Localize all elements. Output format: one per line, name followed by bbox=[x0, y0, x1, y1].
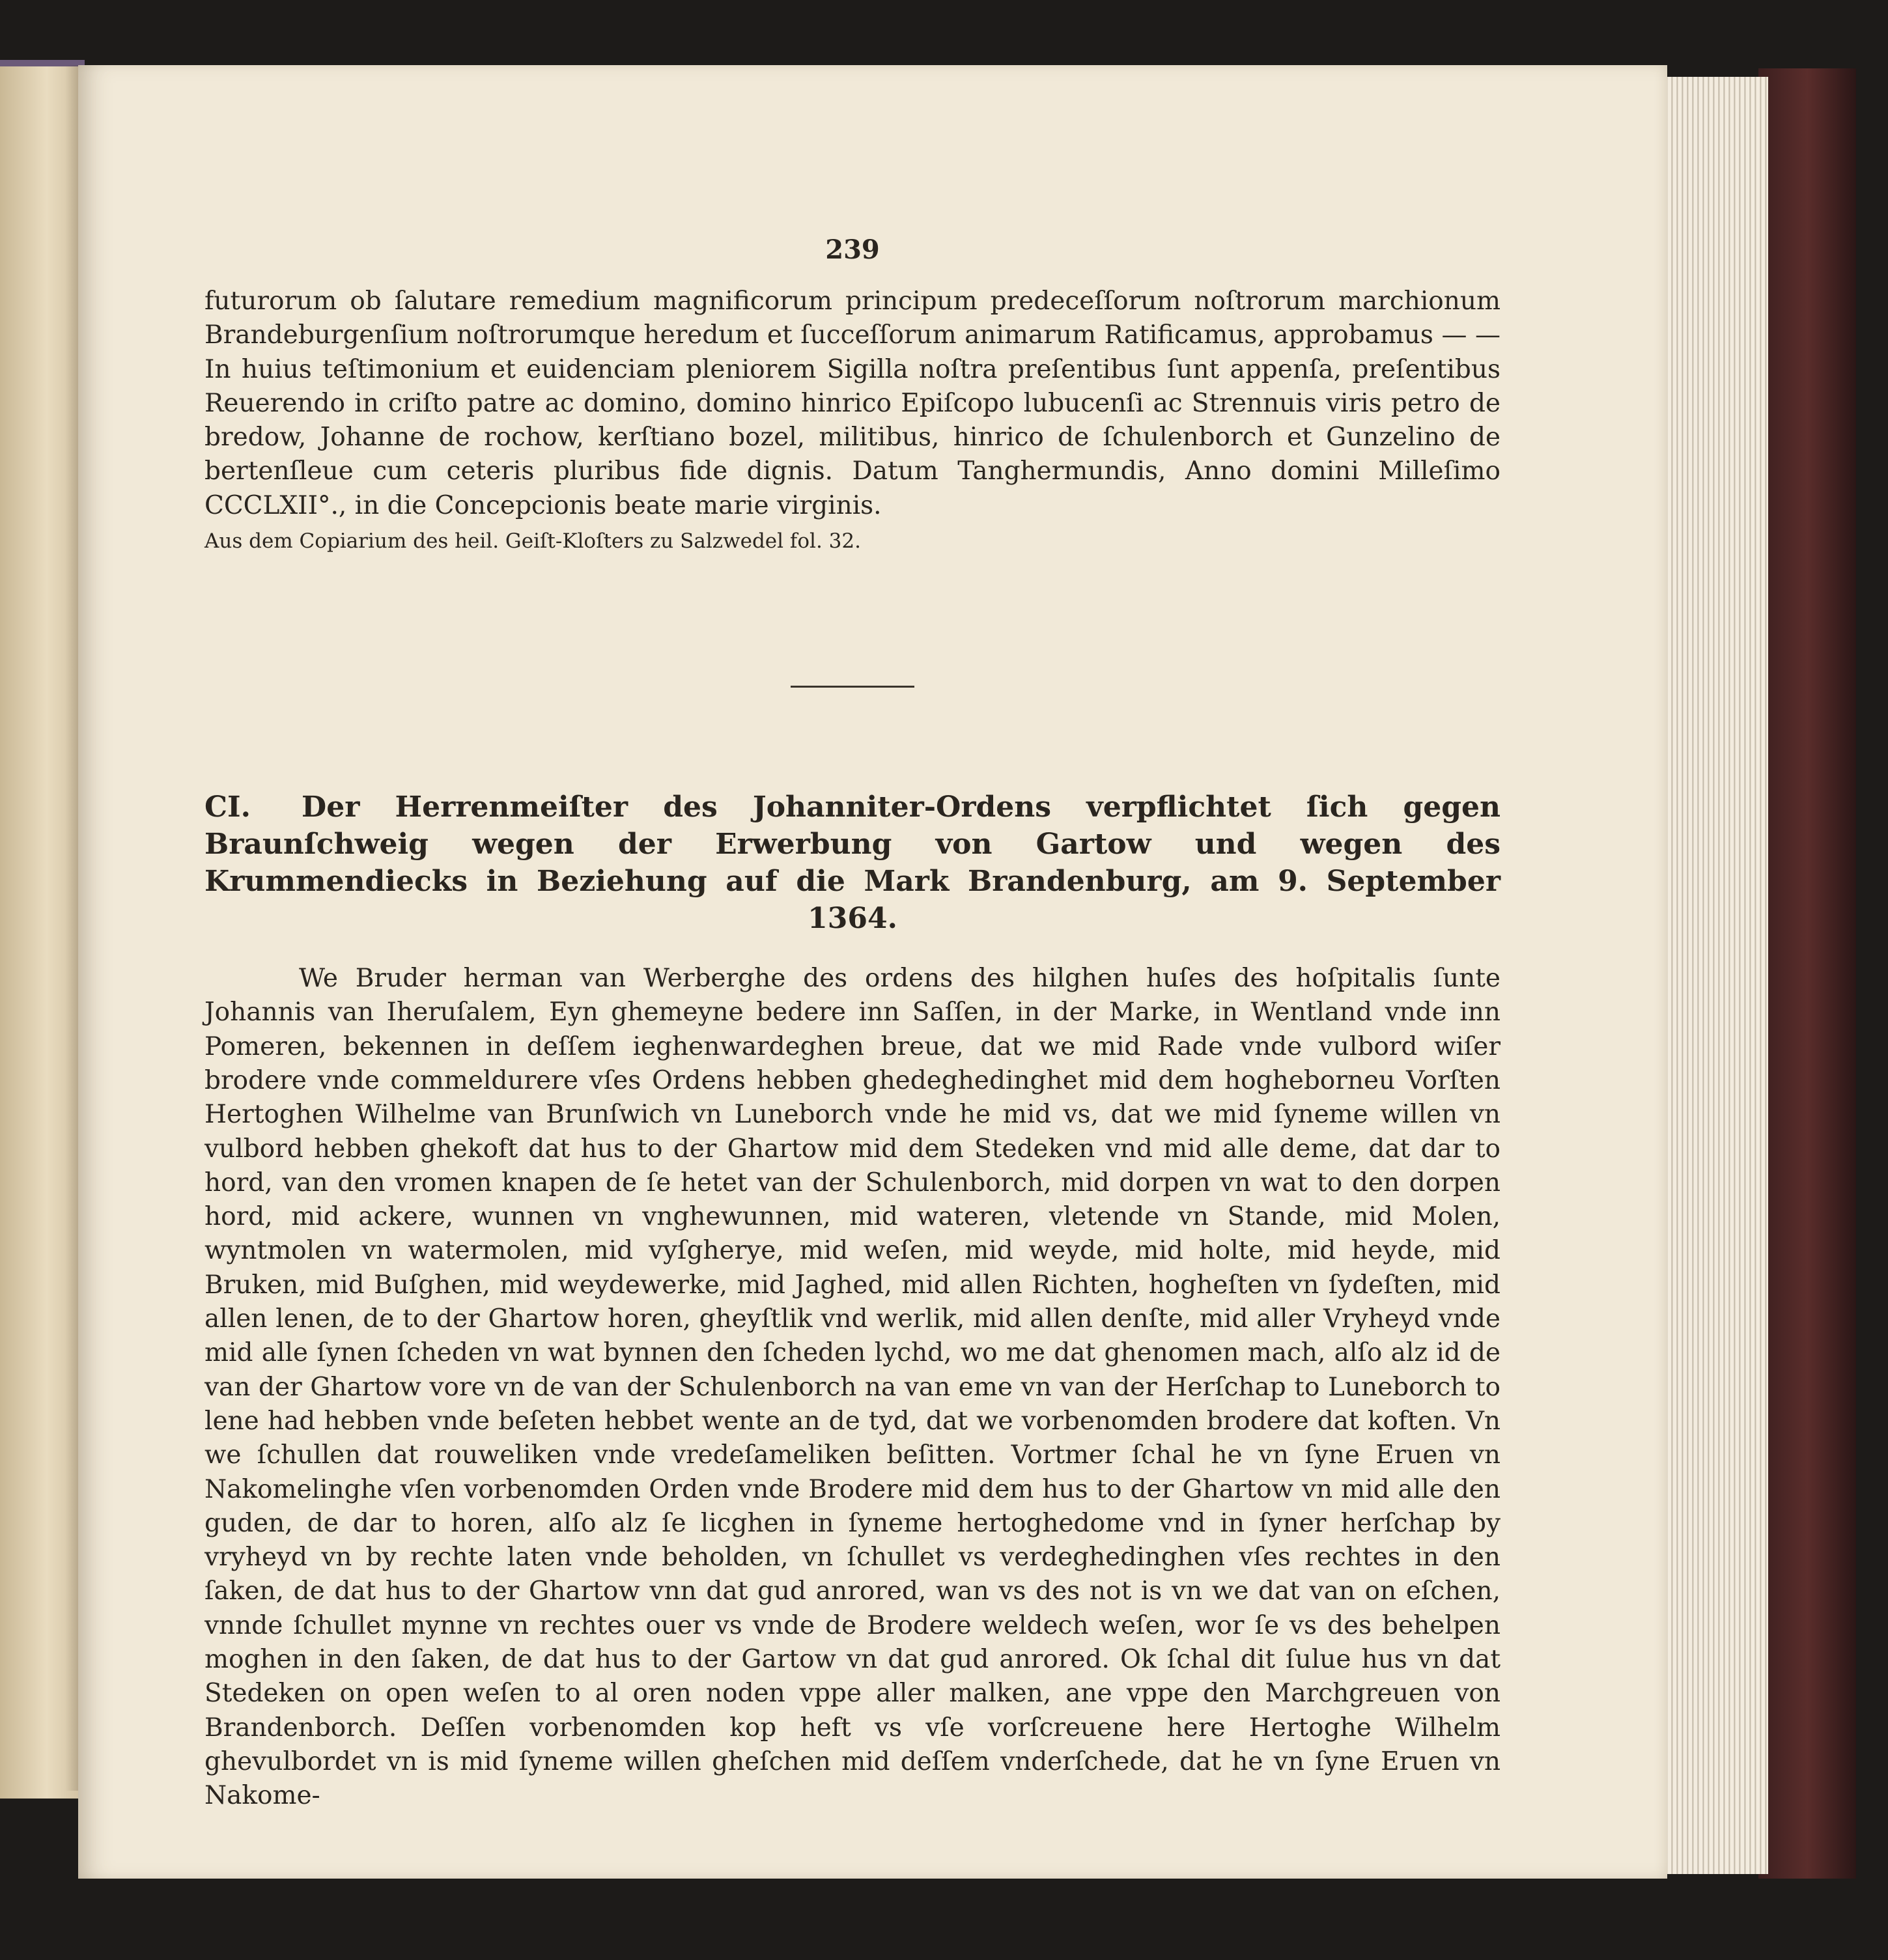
section-heading bbox=[204, 789, 1501, 937]
section-divider bbox=[791, 686, 914, 688]
source-note: Aus dem Copiarium des heil. Geiſt-Kloſters zu Salzwedel fol. 32. bbox=[204, 529, 861, 553]
section-title: Der Herrenmeiſter des Johanniter-Ordens verpflichtet ſich gegen Braunſchweig wegen der Erwerbung von Gartow und wegen des Krummendiecks in Beziehung auf die Mark Brandenburg, am 9. September 1364. bbox=[204, 791, 1501, 936]
page-number: 239 bbox=[825, 234, 880, 265]
continuation-paragraph: futurorum ob ſalutare remedium magnificorum principum predeceſſorum noſtrorum marchionum Brandeburgenſium noſtrorumque heredum et ſucceſſorum animarum Ratificamus, approbamus — — In huius teſtimonium et euidenciam pleniorem Sigilla noſtra preſentibus ſunt appenſa, preſentibus Reuerendo in criſto patre ac domino, domino hinrico Epiſcopo lubucenſi ac Strennuis viris petro de bredow, Johanne de rochow, kerſtiano bozel, militibus, hinrico de ſchulenborch et Gunzelino de bertenſleue cum ceteris pluribus fide dignis. Datum Tanghermundis, Anno domini Milleſimo CCCLXII°., in die Concepcionis beate marie virginis. bbox=[204, 287, 1501, 520]
page-stack-edge bbox=[1657, 77, 1768, 1874]
body-paragraph: We Bruder herman van Werberghe des ordens des hilghen huſes des hoſpitalis ſunte Johannis van Iheruſalem, Eyn ghemeyne bedere inn Saſſen, in der Marke, in Wentland vnde inn Pomeren, bekennen in deſſem ieghenwardeghen breue, dat we mid Rade vnde vulbord wiſer brodere vnde commeldurere vſes Ordens hebben ghedeghedinghet mid dem hogheborneu Vorſten Hertoghen Wilhelme van Brunſwich vn Luneborch vnde he mid vs, dat we mid ſyneme willen vn vulbord hebben ghekoft dat hus to der Ghartow mid dem Stedeken vnd mid alle deme, dat dar to hord, van den vromen knapen de ſe hetet van der Schulenborch, mid dorpen vn wat to den dorpen hord, mid ackere, wunnen vn vnghewunnen, mid wateren, vletende vn Stande, mid Molen, wyntmolen vn watermolen, mid vyſgherye, mid weſen, mid weyde, mid holte, mid heyde, mid Bruken, mid Buſghen, mid weydewerke, mid Jaghed, mid allen Richten, hogheſten vn ſydeſten, mid allen lenen, de to der Ghartow horen, gheyſtlik vnd werlik, mid allen denſte, mid aller Vryheyd vnde mid alle ſynen ſcheden vn wat bynnen den ſcheden lychd, wo me dat ghenomen mach, alſo alz id de van der Ghartow vore vn de van der Schulenborch na van eme vn van der Herſchap to Luneborch to lene had hebben vnde beſeten hebbet wente an de tyd, dat we vorbenomden brodere dat koften. Vn we ſchullen dat rouweliken vnde vredeſameliken beſitten. Vortmer ſchal he vn ſyne Eruen vn Nakomelinghe vſen vorbenomden Orden vnde Brodere mid dem hus to der Ghartow vn mid alle den guden, de dar to horen, alſo alz ſe licghen in ſyneme hertoghedome vnd in ſyner herſchap by vryheyd vn by rechte laten vnde beholden, vn ſchullet vs verdeghedinghen vſes rechtes in den ſaken, de dat hus to der Ghartow vnn dat gud anrored, wan vs des not is vn we dat van on eſchen, vnnde ſchullet mynne vn rechtes ouer vs vnde de Brodere weldech weſen, wor ſe vs des behelpen moghen in den ſaken, de dat hus to der Gartow vn dat gud anrored. Ok ſchal dit ſulue hus vn dat Stedeken on open weſen to al oren noden vppe aller malken, ane vppe den Marchgreuen von Brandenborch. Deſſen vorbenomden kop heft vs vſe vorſcreuene here Hertoghe Wilhelm ghevulbordet vn is mid ſyneme willen gheſchen mid deſſem vnderſchede, dat he vn ſyne Eruen vn Nakome- bbox=[204, 964, 1501, 1811]
page-content bbox=[204, 163, 1501, 1813]
section-number: CI. bbox=[204, 791, 251, 824]
book-cover-edge bbox=[1758, 68, 1856, 1879]
book-page bbox=[78, 65, 1667, 1879]
